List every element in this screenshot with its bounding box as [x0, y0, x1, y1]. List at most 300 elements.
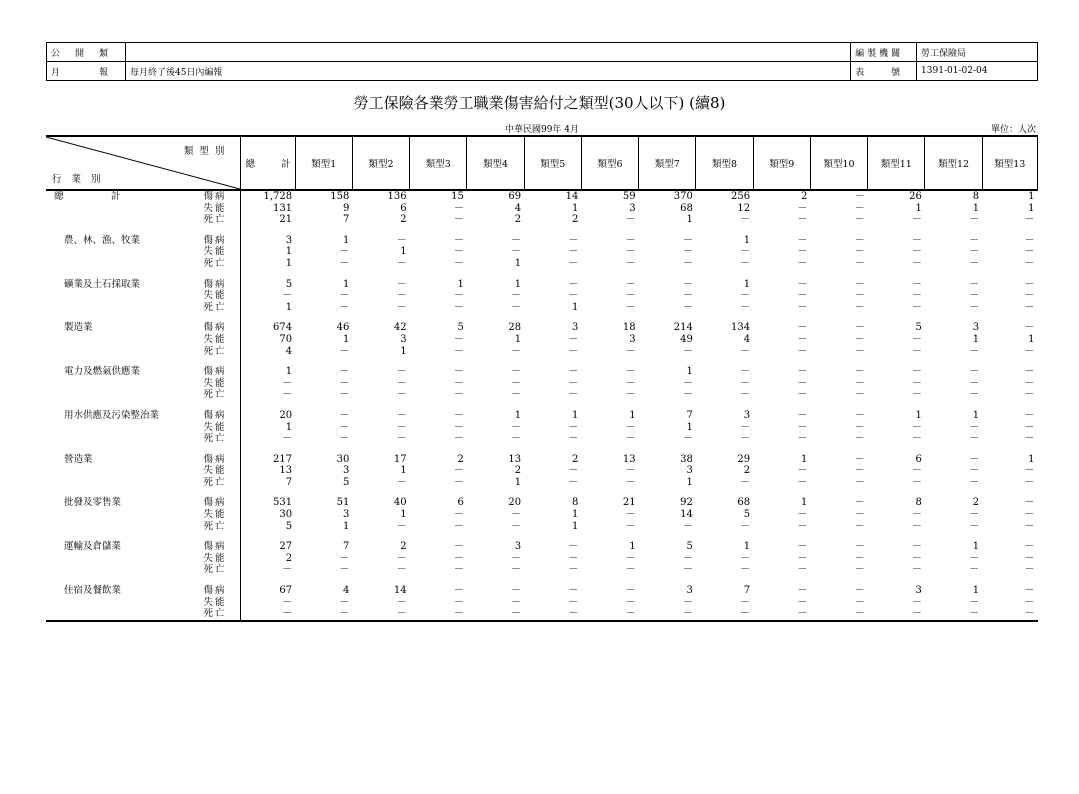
- type-cell: 69: [508, 191, 522, 202]
- type-cell: －: [396, 596, 407, 608]
- type-cell: －: [854, 214, 865, 226]
- type-cell: 13: [508, 453, 522, 465]
- type-cell: －: [339, 290, 350, 302]
- type-cell: －: [911, 257, 922, 269]
- type-cell: －: [511, 290, 522, 302]
- type-cell: －: [568, 465, 579, 477]
- group-spacer: [46, 445, 1038, 454]
- type-cell: －: [797, 520, 808, 532]
- type-cell: －: [396, 433, 407, 445]
- type-cell: －: [339, 564, 350, 576]
- type-cell: －: [854, 333, 865, 345]
- type-cell: －: [1024, 520, 1035, 532]
- type-cell: －: [797, 290, 808, 302]
- type-cell: 134: [731, 322, 751, 334]
- header-value: [125, 43, 850, 62]
- corner-header: [46, 136, 241, 190]
- industry-label: 用水供應及污染整治業: [64, 409, 160, 421]
- header-row: [47, 62, 1038, 81]
- type-cell: －: [797, 564, 808, 576]
- type-cell: －: [396, 409, 407, 421]
- benefit-kind-label: 失能: [203, 246, 227, 258]
- industry-label-blank: [46, 378, 193, 390]
- type-cell: 7: [686, 409, 693, 421]
- type-cell: －: [339, 246, 350, 258]
- type-cell: 14: [565, 191, 579, 202]
- type-cell: 26: [909, 191, 922, 202]
- type-cell: －: [453, 409, 464, 421]
- benefit-kind-label: 死亡: [203, 301, 227, 313]
- type-cell: －: [453, 596, 464, 608]
- type-cell: －: [339, 301, 350, 313]
- type-cell: －: [969, 520, 980, 532]
- type-cell: 3: [514, 541, 522, 553]
- type-cell: 1: [571, 509, 579, 521]
- type-cell: －: [625, 596, 636, 608]
- type-cell: －: [969, 453, 980, 465]
- benefit-kind-label: 失能: [203, 596, 227, 608]
- type-cell: －: [396, 421, 407, 433]
- benefit-kind-label: 死亡: [203, 520, 227, 532]
- type-cell: －: [295, 608, 352, 621]
- type-cell: －: [854, 234, 865, 246]
- type-cell: 7: [342, 541, 350, 553]
- type-cell: －: [797, 345, 808, 357]
- type-cell: －: [453, 433, 464, 445]
- type-cell: 49: [680, 333, 693, 345]
- type-cell: －: [1024, 421, 1035, 433]
- type-cell: 12: [737, 202, 751, 214]
- type-cell: －: [1024, 214, 1035, 226]
- table-row: [46, 410, 1038, 422]
- total-cell: 30: [241, 509, 295, 521]
- type-cell: －: [854, 202, 865, 214]
- type-cell: －: [511, 377, 522, 389]
- type-cell: 3: [571, 322, 579, 334]
- type-cell: －: [797, 246, 808, 258]
- type-cell: －: [453, 345, 464, 357]
- benefit-kind-label: 死亡: [203, 214, 227, 226]
- type-cell: 5: [457, 322, 464, 334]
- type-cell: －: [797, 214, 808, 226]
- type-cell: －: [625, 585, 636, 597]
- industry-label-blank: [46, 608, 193, 621]
- table-row: [46, 334, 1038, 346]
- type-cell: －: [339, 596, 350, 608]
- type-cell: －: [453, 389, 464, 401]
- type-cell: 2: [400, 214, 407, 226]
- type-cell: －: [453, 520, 464, 532]
- type-cell: －: [1024, 552, 1035, 564]
- type-cell: －: [797, 322, 808, 334]
- column-header-type: 類型1: [295, 136, 352, 190]
- type-cell: －: [1024, 322, 1035, 334]
- benefit-kind-label: 失能: [203, 509, 227, 521]
- total-cell: 131: [241, 203, 295, 215]
- table-row: [46, 608, 1038, 621]
- type-cell: 256: [731, 191, 751, 202]
- type-cell: －: [453, 234, 464, 246]
- type-cell: －: [854, 191, 865, 202]
- benefit-kind-label: 死亡: [203, 345, 227, 357]
- type-cell: 214: [673, 322, 693, 334]
- type-cell: 5: [915, 322, 922, 334]
- type-cell: 1: [514, 476, 522, 488]
- type-cell: －: [969, 509, 980, 521]
- type-cell: －: [1024, 465, 1035, 477]
- type-cell: －: [740, 257, 751, 269]
- type-cell: －: [568, 257, 579, 269]
- type-cell: 1: [800, 497, 808, 509]
- table-row: [46, 433, 1038, 445]
- type-cell: －: [969, 564, 980, 576]
- type-cell: －: [854, 278, 865, 290]
- table-row: [46, 541, 1038, 553]
- type-cell: －: [854, 290, 865, 302]
- benefit-kind-label: 失能: [203, 552, 227, 564]
- type-cell: 2: [457, 453, 464, 465]
- benefit-kind-label: 死亡: [203, 476, 227, 488]
- type-cell: －: [453, 366, 464, 378]
- type-cell: －: [1024, 497, 1035, 509]
- type-cell: －: [511, 246, 522, 258]
- type-cell: －: [982, 608, 1037, 621]
- type-cell: －: [339, 552, 350, 564]
- column-header-type: 類型3: [410, 136, 467, 190]
- table-row: [46, 322, 1038, 334]
- type-cell: －: [854, 377, 865, 389]
- table-row: [46, 465, 1038, 477]
- type-cell: －: [969, 301, 980, 313]
- type-cell: －: [854, 433, 865, 445]
- benefit-kind-label: 傷病: [203, 191, 227, 202]
- group-spacer: [46, 270, 1038, 279]
- type-cell: 1: [571, 301, 579, 313]
- type-cell: －: [682, 520, 693, 532]
- total-cell: 70: [241, 334, 295, 346]
- type-cell: －: [797, 333, 808, 345]
- type-cell: 5: [743, 509, 751, 521]
- type-cell: －: [740, 366, 751, 378]
- industry-label: 總 計: [54, 191, 121, 202]
- type-cell: －: [682, 301, 693, 313]
- total-cell: 1: [241, 258, 295, 270]
- type-cell: 2: [972, 497, 980, 509]
- table-body: [46, 190, 1038, 621]
- type-cell: 5: [686, 541, 693, 553]
- header-label: 表 號: [851, 62, 917, 81]
- type-cell: －: [911, 509, 922, 521]
- type-cell: －: [568, 541, 579, 553]
- type-cell: －: [797, 409, 808, 421]
- type-cell: －: [740, 520, 751, 532]
- type-cell: －: [911, 389, 922, 401]
- type-cell: 1: [686, 476, 693, 488]
- type-cell: －: [854, 421, 865, 433]
- total-cell: 1: [241, 246, 295, 258]
- benefit-kind-label: 傷病: [203, 541, 227, 553]
- table-row: [46, 422, 1038, 434]
- industry-label-blank: [46, 553, 193, 565]
- industry-label-blank: [46, 433, 193, 445]
- type-cell: －: [797, 596, 808, 608]
- type-cell: －: [639, 608, 696, 621]
- type-cell: 1: [743, 234, 751, 246]
- type-cell: －: [568, 278, 579, 290]
- type-cell: 1: [800, 453, 808, 465]
- type-cell: －: [682, 433, 693, 445]
- type-cell: －: [625, 345, 636, 357]
- type-cell: －: [511, 433, 522, 445]
- type-cell: －: [396, 389, 407, 401]
- type-cell: －: [854, 596, 865, 608]
- type-cell: －: [339, 433, 350, 445]
- table-row: [46, 258, 1038, 270]
- type-cell: 8: [571, 497, 579, 509]
- type-cell: －: [524, 608, 581, 621]
- type-cell: －: [969, 389, 980, 401]
- type-cell: －: [453, 246, 464, 258]
- type-cell: 1: [629, 409, 636, 421]
- type-cell: －: [682, 290, 693, 302]
- table-row: [46, 585, 1038, 597]
- table-row: [46, 497, 1038, 509]
- total-cell: 3: [241, 235, 295, 247]
- type-cell: －: [1024, 345, 1035, 357]
- type-cell: －: [797, 421, 808, 433]
- type-cell: －: [568, 596, 579, 608]
- type-cell: －: [453, 585, 464, 597]
- type-cell: 1: [571, 202, 579, 214]
- type-cell: －: [969, 246, 980, 258]
- type-cell: 68: [737, 497, 751, 509]
- type-cell: －: [339, 389, 350, 401]
- type-cell: 21: [622, 497, 636, 509]
- column-header-type: 類型2: [352, 136, 409, 190]
- column-header-type: 類型5: [524, 136, 581, 190]
- type-cell: 3: [400, 333, 407, 345]
- type-cell: 9: [342, 202, 350, 214]
- type-cell: 3: [686, 465, 693, 477]
- type-cell: －: [625, 290, 636, 302]
- type-cell: 3: [342, 509, 350, 521]
- type-cell: －: [911, 301, 922, 313]
- type-cell: －: [1024, 278, 1035, 290]
- type-cell: －: [339, 345, 350, 357]
- column-header-type: 類型12: [925, 136, 982, 190]
- type-cell: 6: [400, 202, 407, 214]
- type-cell: －: [911, 476, 922, 488]
- type-cell: －: [396, 476, 407, 488]
- header-label: 月 報: [47, 62, 126, 81]
- type-cell: 1: [400, 246, 407, 258]
- type-cell: －: [740, 476, 751, 488]
- type-cell: 1: [1028, 202, 1035, 214]
- type-cell: －: [568, 585, 579, 597]
- type-cell: －: [568, 564, 579, 576]
- type-cell: －: [396, 366, 407, 378]
- table-row: [46, 564, 1038, 576]
- type-cell: －: [625, 421, 636, 433]
- type-cell: －: [1024, 290, 1035, 302]
- industry-label: 礦業及土石採取業: [64, 278, 141, 290]
- column-header-type: 類型11: [868, 136, 925, 190]
- type-cell: 1: [342, 520, 350, 532]
- header-row: [47, 43, 1038, 62]
- column-header-type: 類型7: [639, 136, 696, 190]
- type-cell: －: [453, 257, 464, 269]
- type-cell: －: [625, 564, 636, 576]
- benefit-kind-label: 傷病: [203, 234, 227, 246]
- type-cell: －: [568, 333, 579, 345]
- type-cell: －: [625, 377, 636, 389]
- total-cell: －: [241, 564, 295, 576]
- type-cell: －: [339, 377, 350, 389]
- type-cell: －: [1024, 541, 1035, 553]
- type-cell: 8: [972, 191, 980, 202]
- type-cell: －: [339, 366, 350, 378]
- type-cell: －: [969, 476, 980, 488]
- type-cell: －: [511, 509, 522, 521]
- type-cell: 92: [680, 497, 693, 509]
- type-cell: 13: [622, 453, 636, 465]
- type-cell: －: [453, 301, 464, 313]
- type-cell: －: [740, 246, 751, 258]
- type-cell: 1: [571, 520, 579, 532]
- type-cell: －: [1024, 564, 1035, 576]
- benefit-kind-label: 死亡: [203, 389, 227, 401]
- type-cell: 1: [400, 465, 407, 477]
- type-cell: －: [682, 234, 693, 246]
- type-cell: －: [625, 246, 636, 258]
- type-cell: －: [682, 257, 693, 269]
- type-cell: －: [352, 608, 409, 621]
- type-cell: －: [453, 465, 464, 477]
- type-cell: －: [797, 366, 808, 378]
- type-cell: －: [396, 290, 407, 302]
- type-cell: 28: [508, 322, 522, 334]
- type-cell: －: [568, 234, 579, 246]
- type-cell: －: [854, 476, 865, 488]
- type-cell: －: [911, 596, 922, 608]
- type-cell: －: [854, 322, 865, 334]
- type-cell: －: [797, 234, 808, 246]
- total-cell: 1: [241, 366, 295, 378]
- type-cell: －: [911, 234, 922, 246]
- type-cell: －: [396, 257, 407, 269]
- type-cell: －: [969, 278, 980, 290]
- table-row: [46, 454, 1038, 466]
- column-header-type: 類型10: [810, 136, 867, 190]
- type-cell: 1: [743, 278, 751, 290]
- type-cell: －: [969, 345, 980, 357]
- type-cell: －: [854, 257, 865, 269]
- type-cell: －: [854, 389, 865, 401]
- industry-label-blank: [46, 334, 193, 346]
- type-cell: 15: [451, 191, 464, 202]
- header-label: 編製機關: [851, 43, 917, 62]
- type-cell: －: [797, 301, 808, 313]
- type-cell: －: [511, 596, 522, 608]
- type-cell: 1: [342, 234, 350, 246]
- type-cell: 2: [571, 214, 579, 226]
- total-cell: －: [241, 433, 295, 445]
- type-cell: －: [453, 564, 464, 576]
- type-cell: －: [797, 476, 808, 488]
- type-cell: －: [568, 476, 579, 488]
- type-cell: 1: [1028, 191, 1035, 202]
- type-cell: －: [568, 421, 579, 433]
- type-cell: －: [511, 421, 522, 433]
- benefit-kind-label: 傷病: [203, 278, 227, 290]
- benefit-kind-label: 傷病: [203, 366, 227, 378]
- type-cell: －: [969, 596, 980, 608]
- type-cell: －: [854, 409, 865, 421]
- type-cell: －: [969, 433, 980, 445]
- type-cell: －: [568, 246, 579, 258]
- type-cell: －: [854, 465, 865, 477]
- type-cell: －: [911, 278, 922, 290]
- type-cell: 6: [457, 497, 464, 509]
- type-cell: －: [396, 552, 407, 564]
- type-cell: －: [1024, 377, 1035, 389]
- type-cell: 1: [629, 541, 636, 553]
- type-cell: －: [568, 552, 579, 564]
- type-cell: －: [453, 476, 464, 488]
- type-cell: －: [753, 608, 810, 621]
- total-cell: 7: [241, 477, 295, 489]
- total-cell: 531: [241, 497, 295, 509]
- type-cell: 3: [743, 409, 751, 421]
- benefit-kind-label: 失能: [203, 465, 227, 477]
- type-cell: －: [396, 278, 407, 290]
- industry-label: 批發及零售業: [64, 497, 122, 509]
- type-cell: －: [969, 465, 980, 477]
- total-cell: －: [241, 597, 295, 609]
- type-cell: －: [1024, 246, 1035, 258]
- type-cell: －: [854, 453, 865, 465]
- table-row: [46, 302, 1038, 314]
- type-cell: 136: [387, 191, 407, 202]
- type-cell: －: [453, 214, 464, 226]
- column-header-type: 類型8: [696, 136, 753, 190]
- type-cell: －: [854, 552, 865, 564]
- industry-label: 住宿及餐飲業: [64, 585, 122, 597]
- type-cell: 51: [336, 497, 350, 509]
- total-cell: 674: [241, 322, 295, 334]
- type-cell: 4: [514, 202, 522, 214]
- type-cell: －: [911, 214, 922, 226]
- type-cell: －: [1024, 409, 1035, 421]
- type-cell: 1: [972, 409, 980, 421]
- type-cell: －: [1024, 509, 1035, 521]
- type-cell: －: [410, 608, 467, 621]
- type-cell: －: [1024, 433, 1035, 445]
- type-cell: －: [911, 564, 922, 576]
- type-cell: －: [396, 564, 407, 576]
- industry-label-blank: [46, 246, 193, 258]
- benefit-kind-label: 傷病: [203, 585, 227, 597]
- type-cell: 17: [393, 453, 407, 465]
- industry-label: 電力及燃氣供應業: [64, 366, 141, 378]
- type-cell: －: [1024, 301, 1035, 313]
- industry-label: 運輸及倉儲業: [64, 541, 122, 553]
- industry-label: 製造業: [64, 322, 93, 334]
- type-cell: 1: [972, 202, 980, 214]
- type-cell: 1: [1028, 333, 1035, 345]
- type-cell: 2: [743, 465, 751, 477]
- type-cell: －: [969, 290, 980, 302]
